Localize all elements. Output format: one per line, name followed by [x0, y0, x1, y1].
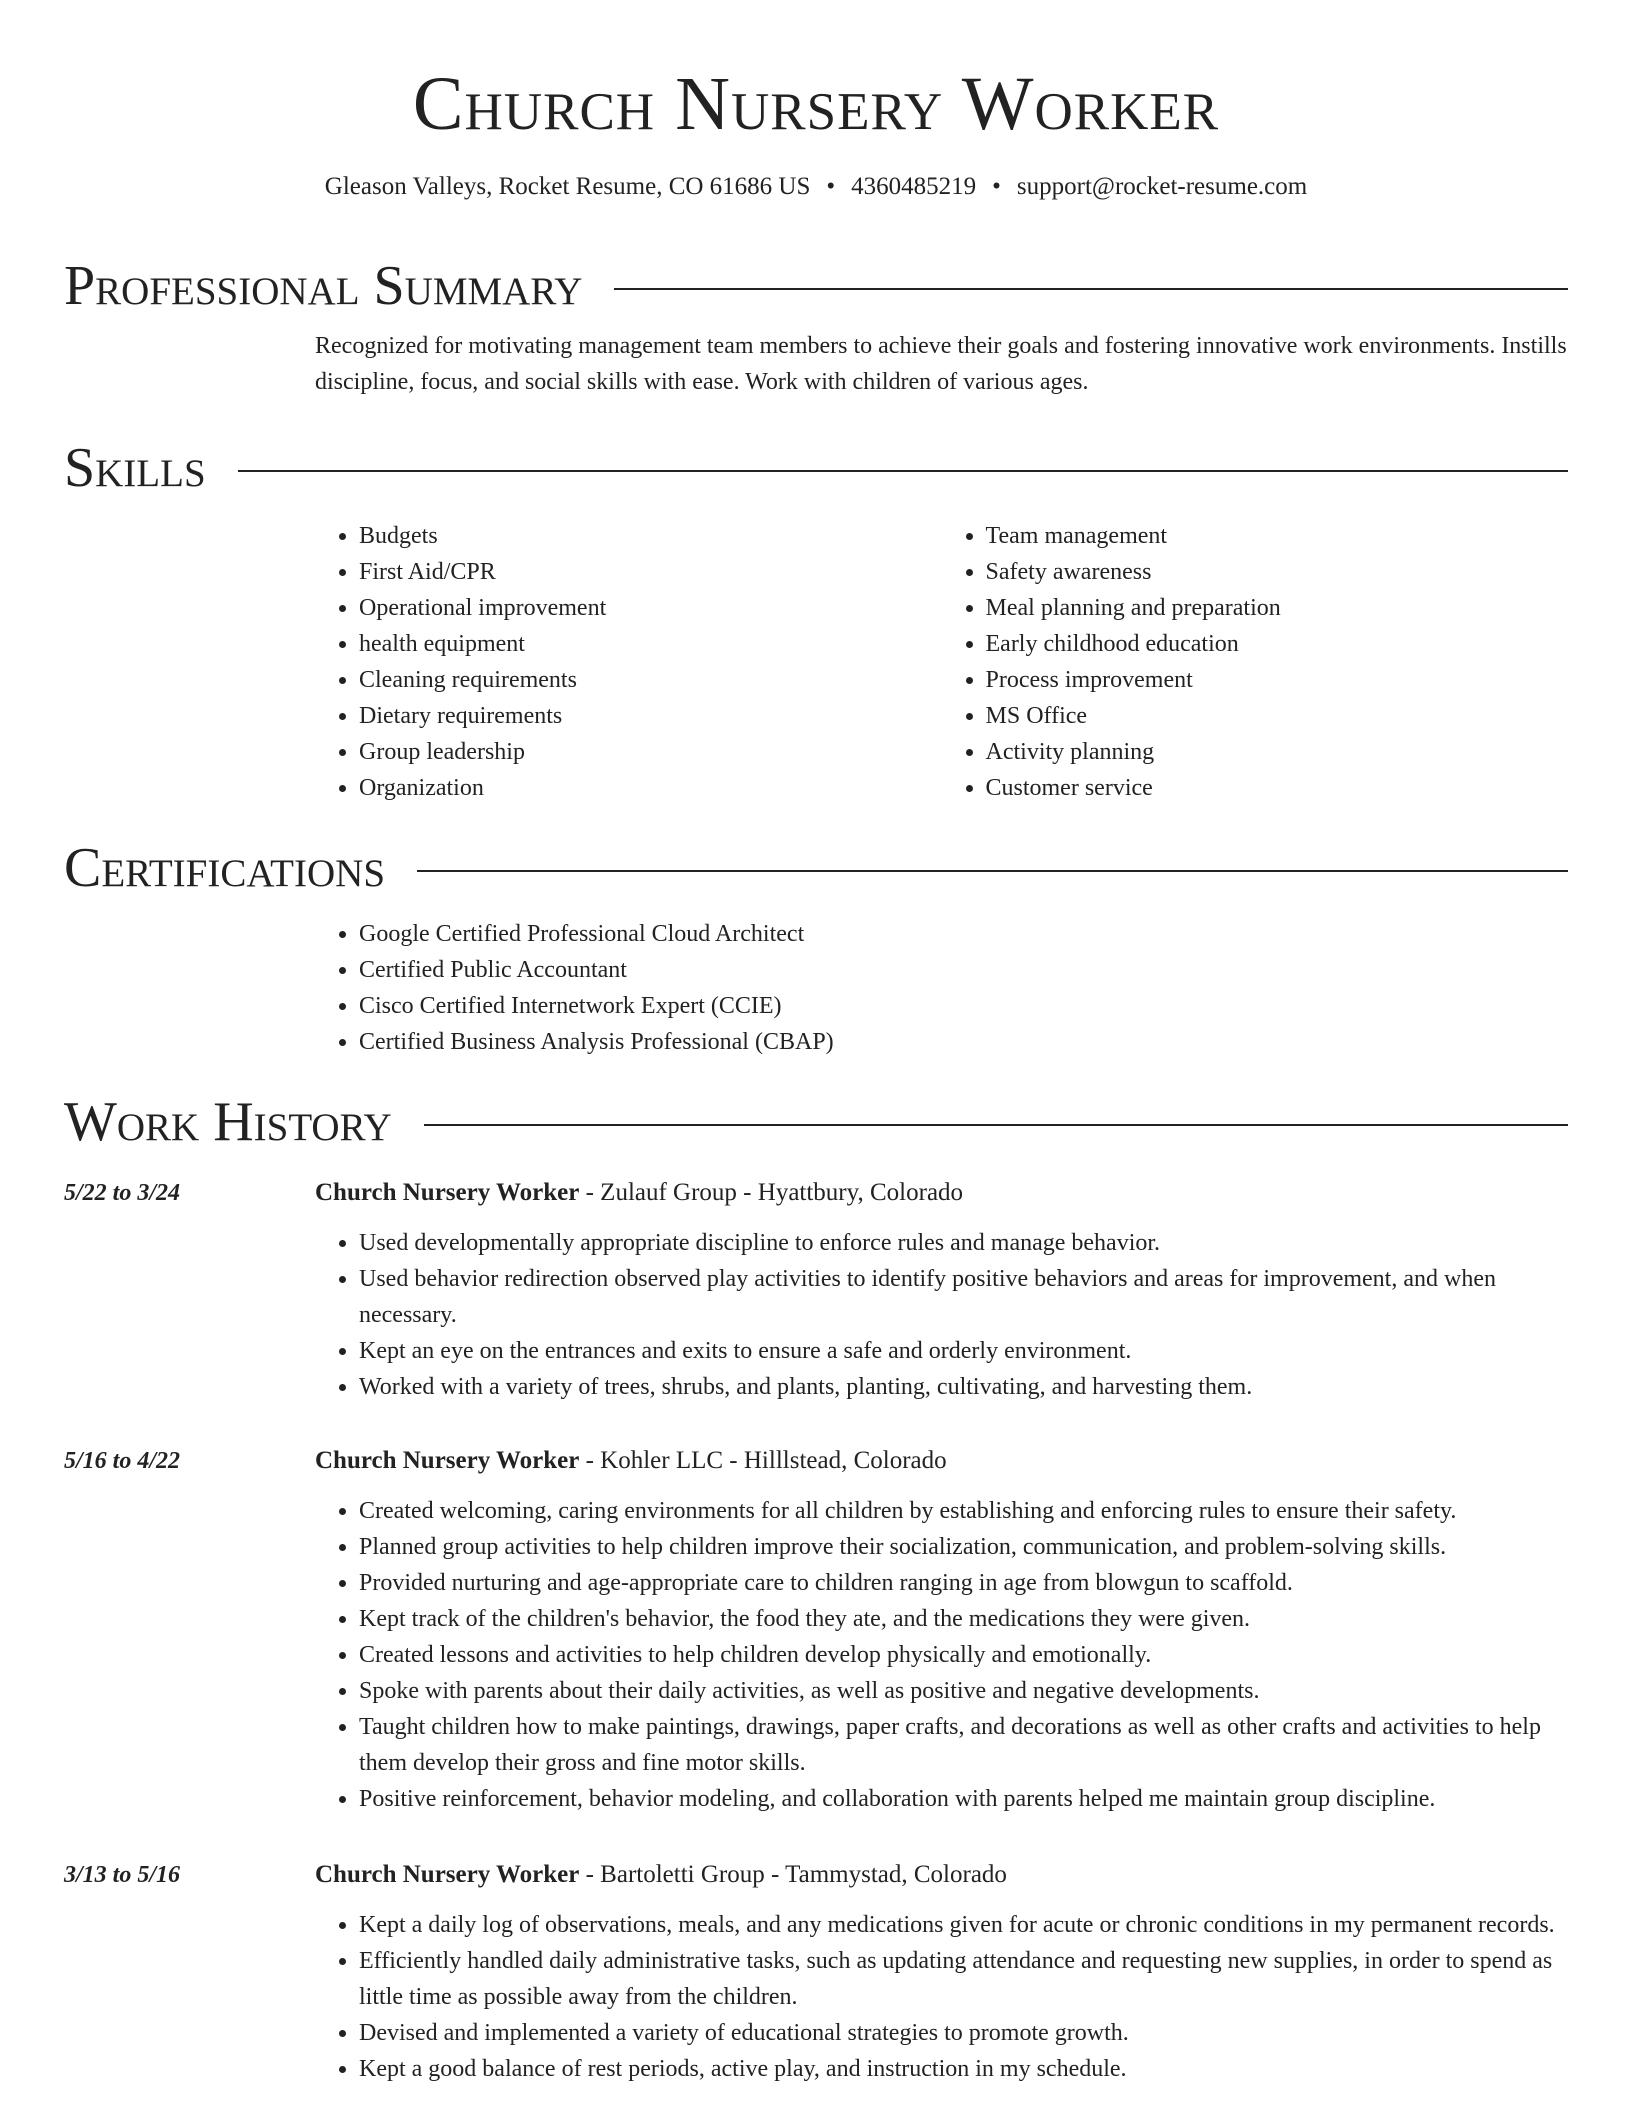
skill-item: • Safety awareness [986, 554, 1569, 590]
skill-item: • Operational improvement [359, 590, 942, 626]
candidate-name: Church Nursery Worker [412, 62, 1220, 146]
job-role: Church Nursery Worker [315, 1861, 580, 1888]
section-work-history [64, 1090, 1568, 1154]
skills-list-left [315, 518, 942, 806]
job-title-line [315, 1443, 1568, 1479]
job-bullet: • Created lessons and activities to help children develop physically and emotionally. [359, 1637, 1568, 1673]
job-title-line [315, 1857, 1568, 1893]
contact-separator: • [992, 173, 1001, 200]
job-bullet: • Devised and implemented a variety of educational strategies to promote growth. [359, 2015, 1568, 2051]
contact-phone: 4360485219 [851, 173, 977, 200]
job-company-location: - Zulauf Group - Hyattbury, Colorado [579, 1179, 964, 1206]
section-header [64, 254, 1568, 318]
certification-item: • Cisco Certified Internetwork Expert (CCIE) [359, 988, 1568, 1024]
job-entry [64, 1175, 1568, 1405]
section-divider [417, 870, 1568, 872]
job-bullet: • Planned group activities to help children improve their socialization, communication, and problem-solving skills. [359, 1529, 1568, 1565]
job-body [315, 1443, 1568, 1817]
section-title-certifications: Certifications [64, 837, 386, 899]
certification-item: • Certified Public Accountant [359, 952, 1568, 988]
section-title-skills: Skills [64, 437, 206, 499]
job-role: Church Nursery Worker [315, 1179, 580, 1206]
job-bullet: • Used behavior redirection observed play activities to identify positive behaviors and areas for improvement, and when necessary. [359, 1261, 1568, 1333]
skills-list-right [942, 518, 1569, 806]
job-title-line [315, 1175, 1568, 1211]
skill-item: • Organization [359, 770, 942, 806]
section-header [64, 436, 1568, 500]
job-bullet: • Efficiently handled daily administrative tasks, such as updating attendance and requesting new supplies, in order to spend as little time as possible away from the children. [359, 1943, 1568, 2015]
job-bullets [315, 1225, 1568, 1405]
skill-item: • Cleaning requirements [359, 662, 942, 698]
skill-item: • Budgets [359, 518, 942, 554]
skill-item: • Team management [986, 518, 1569, 554]
skill-item: • Activity planning [986, 734, 1569, 770]
skill-item: • Process improvement [986, 662, 1569, 698]
summary-content [315, 318, 1568, 400]
job-body [315, 1175, 1568, 1405]
section-skills [64, 436, 1568, 806]
contact-email: support@rocket-resume.com [1016, 173, 1308, 200]
job-bullet: • Used developmentally appropriate discipline to enforce rules and manage behavior. [359, 1225, 1568, 1261]
job-bullet: • Kept track of the children's behavior, the food they ate, and the medications they were given. [359, 1601, 1568, 1637]
job-bullet: • Spoke with parents about their daily activities, as well as positive and negative developments. [359, 1673, 1568, 1709]
certification-item: • Google Certified Professional Cloud Architect [359, 916, 1568, 952]
job-body [315, 1857, 1568, 2087]
skill-item: • MS Office [986, 698, 1569, 734]
section-certifications [64, 836, 1568, 1060]
section-title-work-history: Work History [64, 1091, 392, 1153]
resume-page [64, 0, 1568, 2082]
job-bullet: • Positive reinforcement, behavior modeling, and collaboration with parents helped me maintain group discipline. [359, 1781, 1568, 1817]
certification-item: • Certified Business Analysis Professional (CBAP) [359, 1024, 1568, 1060]
section-header [64, 836, 1568, 900]
section-divider [238, 470, 1568, 472]
job-bullet: • Taught children how to make paintings, drawings, paper crafts, and decorations as well as other crafts and activities to help them develop their gross and fine motor skills. [359, 1709, 1568, 1781]
skill-item: • First Aid/CPR [359, 554, 942, 590]
skills-columns [315, 500, 1568, 806]
contact-separator: • [826, 173, 836, 200]
skill-item: • Early childhood education [986, 626, 1569, 662]
section-summary [64, 254, 1568, 400]
certifications-content [315, 900, 1568, 1060]
section-divider [424, 1124, 1568, 1126]
skill-item: • Group leadership [359, 734, 942, 770]
job-bullet: • Kept a good balance of rest periods, active play, and instruction in my schedule. [359, 2051, 1568, 2087]
job-company-location: - Bartoletti Group - Tammystad, Colorado [579, 1861, 1007, 1888]
job-bullet: • Worked with a variety of trees, shrubs, and plants, planting, cultivating, and harvesting them. [359, 1369, 1568, 1405]
certifications-list [315, 900, 1568, 1060]
job-dates: 3/13 to 5/16 [64, 1862, 181, 1888]
skill-item: • health equipment [359, 626, 942, 662]
job-bullet: • Provided nurturing and age-appropriate care to children ranging in age from blowgun to scaffold. [359, 1565, 1568, 1601]
job-company-location: - Kohler LLC - Hilllstead, Colorado [579, 1447, 947, 1474]
section-header [64, 1090, 1568, 1154]
contact-address: Gleason Valleys, Rocket Resume, CO 61686 US [324, 173, 811, 200]
job-bullet: • Kept an eye on the entrances and exits to ensure a safe and orderly environment. [359, 1333, 1568, 1369]
summary-text: Recognized for motivating management team members to achieve their goals and fostering innovative work environments. Instills discipline, focus, and social skills with ease. Work with children of various ages. [315, 333, 1567, 395]
job-bullets [315, 1907, 1568, 2087]
contact-line [64, 170, 1568, 204]
job-dates: 5/22 to 3/24 [64, 1180, 181, 1206]
job-dates: 5/16 to 4/22 [64, 1448, 181, 1474]
job-role: Church Nursery Worker [315, 1447, 580, 1474]
job-entry [64, 1443, 1568, 1817]
skill-item: • Meal planning and preparation [986, 590, 1569, 626]
job-bullet: • Kept a daily log of observations, meals, and any medications given for acute or chronic conditions in my permanent records. [359, 1907, 1568, 1943]
section-divider [614, 288, 1568, 290]
job-entry [64, 1857, 1568, 2087]
section-title-summary: Professional Summary [64, 255, 583, 317]
job-bullet: • Created welcoming, caring environments for all children by establishing and enforcing rules to ensure their safety. [359, 1493, 1568, 1529]
skill-item: • Dietary requirements [359, 698, 942, 734]
job-bullets [315, 1493, 1568, 1817]
skill-item: • Customer service [986, 770, 1569, 806]
